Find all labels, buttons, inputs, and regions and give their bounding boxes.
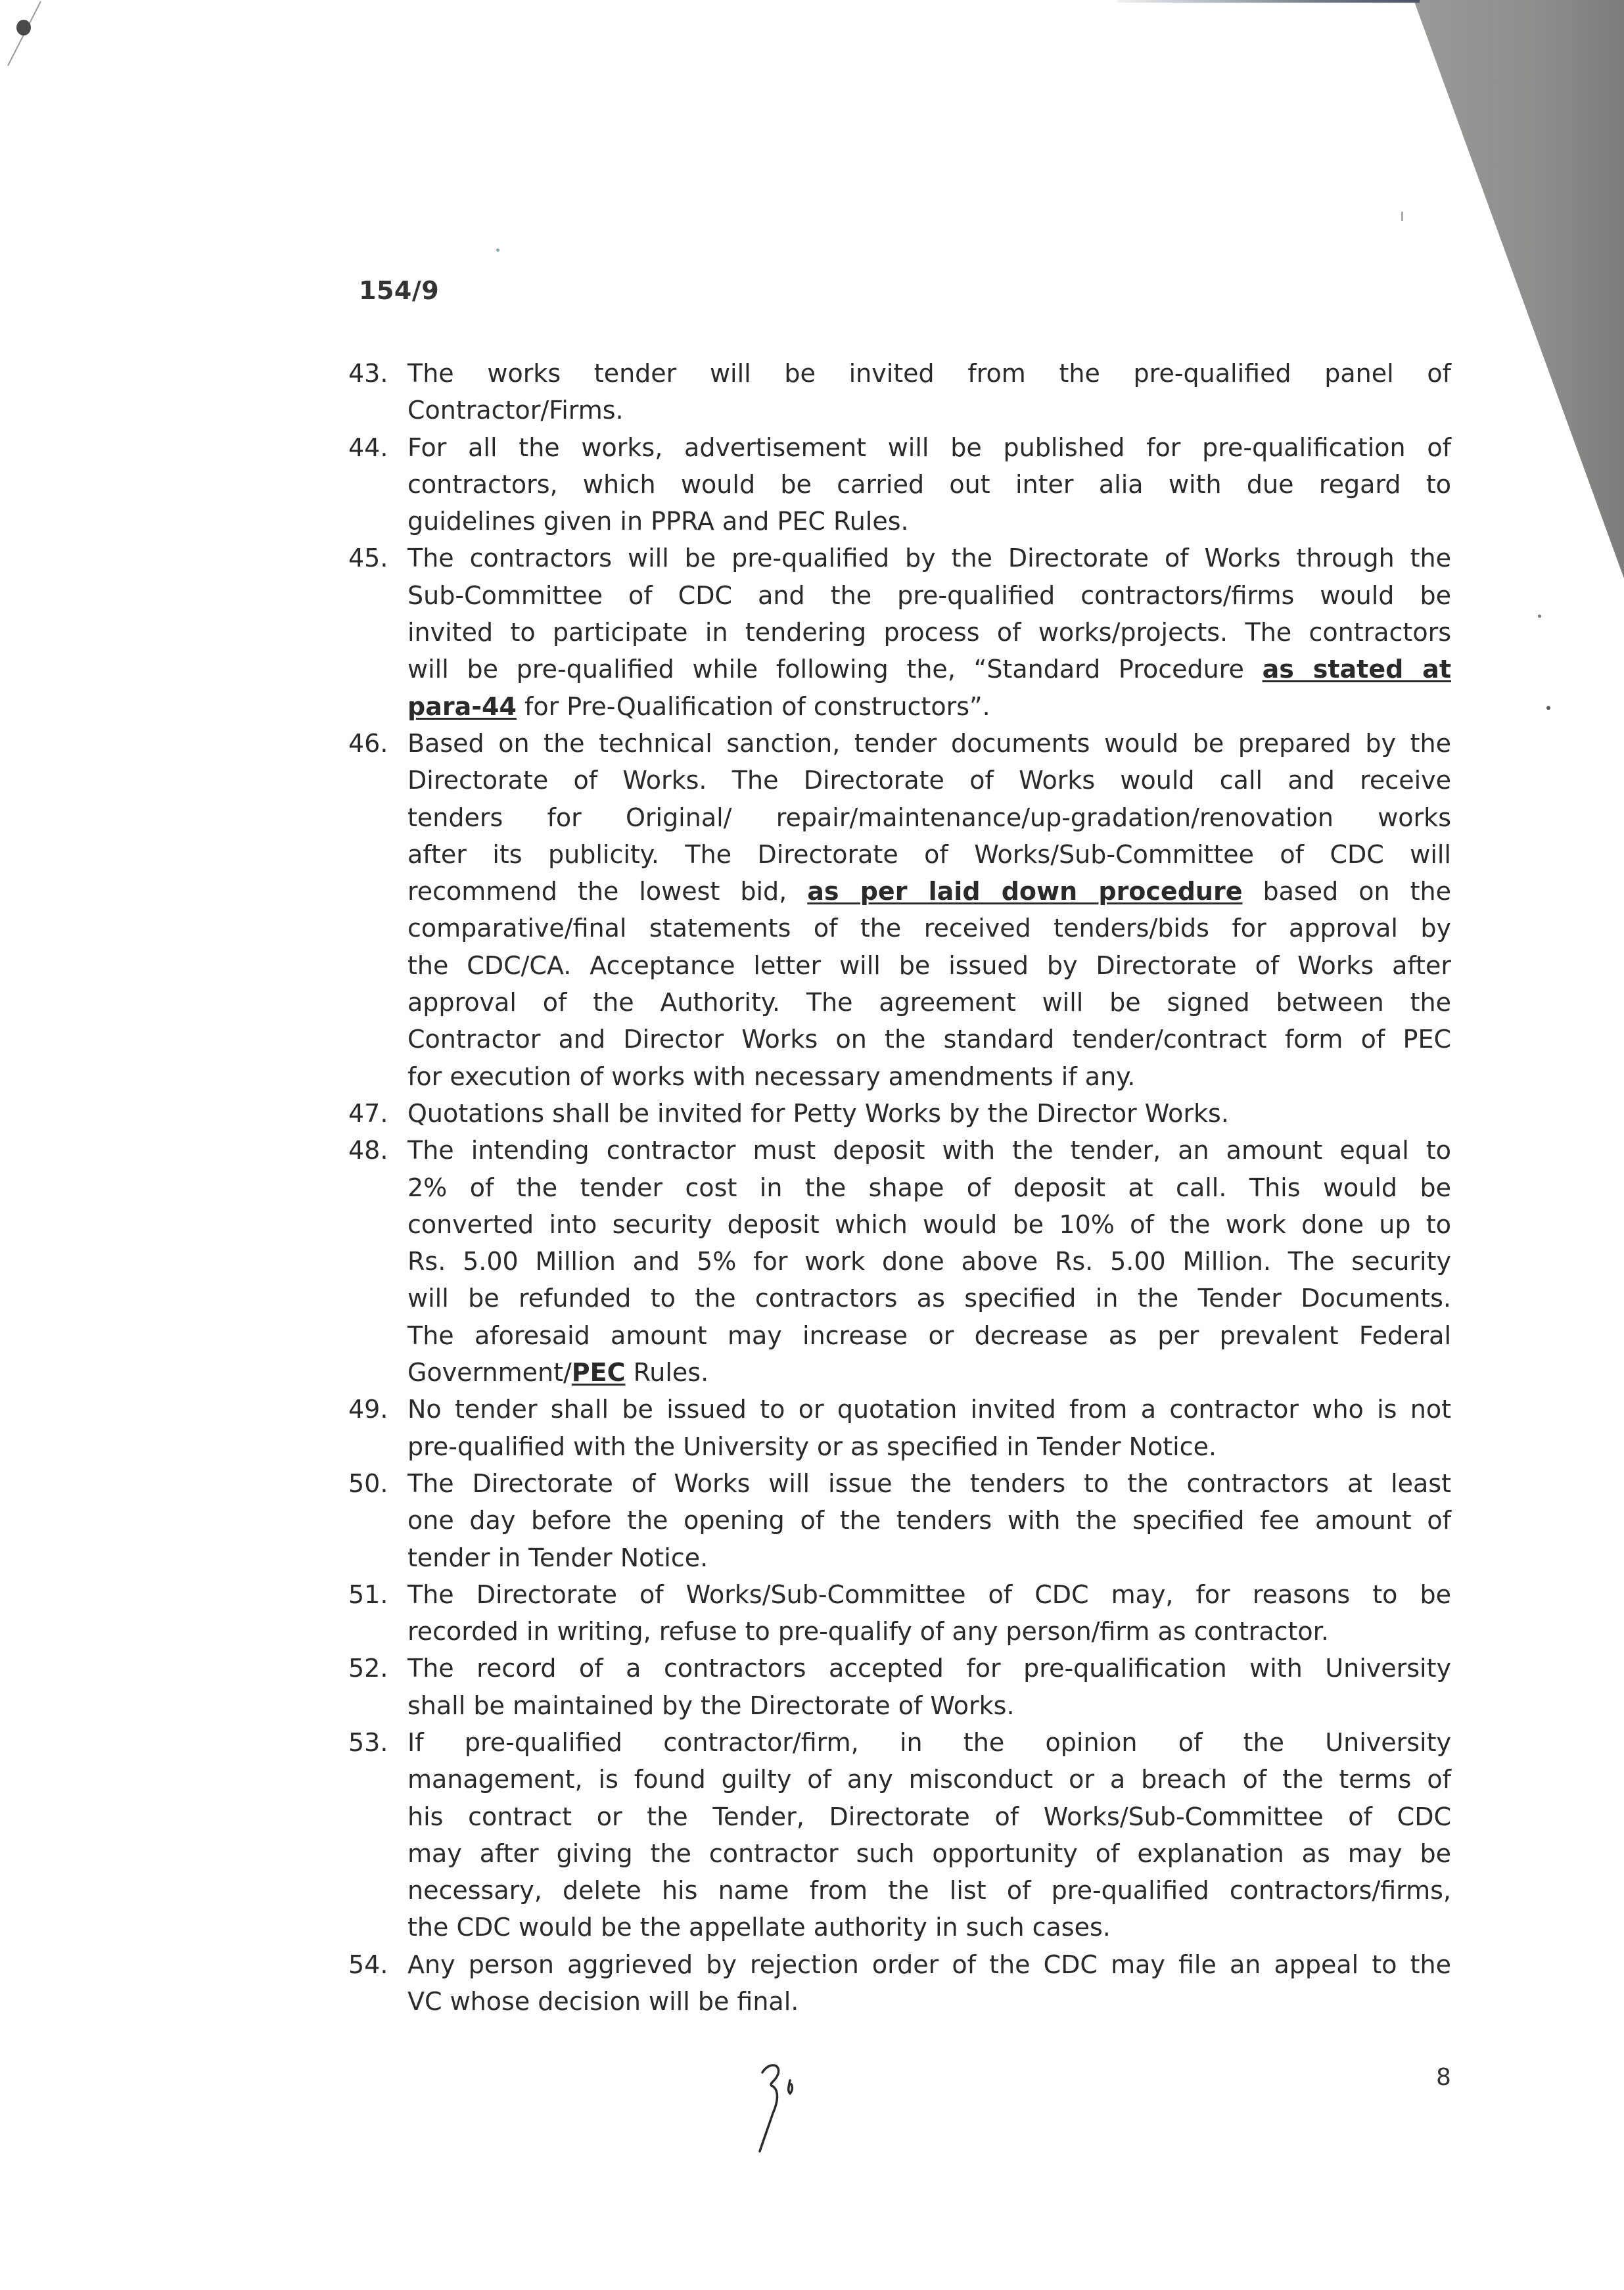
clause-number: 52.	[348, 1654, 388, 1683]
clause-line	[407, 1169, 1451, 1206]
clause-line	[407, 947, 1451, 984]
text-segment: If pre-qualified contractor/firm, in the opinion of the University	[407, 1727, 1451, 1757]
clause-line	[407, 355, 1451, 392]
text-segment: one day before the opening of the tenders with the specified fee amount of	[407, 1506, 1451, 1535]
text-segment: his contract or the Tender, Directorate of Works/Sub-Committee of CDC	[407, 1802, 1451, 1831]
clause-line	[407, 503, 1451, 540]
clause-text	[407, 540, 1451, 724]
text-segment: Quotations shall be invited for Petty Works by the Director Works.	[407, 1098, 1229, 1128]
clause-item	[348, 1465, 1451, 1576]
clause-line	[407, 429, 1451, 466]
clause-number: 49.	[348, 1395, 388, 1424]
clause-line	[407, 1909, 1451, 1946]
clause-line	[407, 1983, 1451, 2020]
text-segment: tenders for Original/ repair/maintenance/up-gradation/renovation works	[407, 803, 1451, 832]
clause-line	[407, 1650, 1451, 1687]
clause-line	[407, 1613, 1451, 1650]
text-segment: comparative/final statements of the received tenders/bids for approval by	[407, 914, 1451, 943]
clause-text	[407, 725, 1451, 1095]
clause-line	[407, 1502, 1451, 1539]
clause-line	[407, 1206, 1451, 1243]
text-segment: will be pre-qualified while following the, “Standard Procedure	[407, 655, 1263, 684]
text-segment: Contractor/Firms.	[407, 396, 624, 425]
clause-line	[407, 1280, 1451, 1317]
text-segment: the CDC/CA. Acceptance letter will be issued by Directorate of Works after	[407, 950, 1451, 980]
text-segment: guidelines given in PPRA and PEC Rules.	[407, 507, 909, 536]
clause-item	[348, 1095, 1451, 1132]
document-reference-number: 154/9	[359, 276, 440, 305]
clause-text	[407, 1724, 1451, 1946]
clause-text	[407, 355, 1451, 429]
clause-number: 43.	[348, 359, 388, 388]
clause-number: 54.	[348, 1950, 388, 1979]
text-segment: The works tender will be invited from the pre-qualified panel of	[407, 359, 1451, 388]
text-segment: Contractor and Director Works on the standard tender/contract form of PEC	[407, 1025, 1451, 1054]
clause-number: 47.	[348, 1098, 388, 1128]
clause-line	[407, 1021, 1451, 1058]
emphasized-underlined-text: as stated at	[1262, 655, 1451, 684]
text-segment: Government/	[407, 1358, 572, 1388]
text-segment: will be refunded to the contractors as specified in the Tender Documents.	[407, 1284, 1451, 1313]
text-segment: Sub-Committee of CDC and the pre-qualified contractors/firms would be	[407, 580, 1451, 610]
text-segment: Rules.	[625, 1358, 709, 1388]
text-segment: The Directorate of Works will issue the tenders to the contractors at least	[407, 1468, 1451, 1498]
scan-speck	[1538, 615, 1541, 618]
clause-line	[407, 1798, 1451, 1835]
clause-line	[407, 1687, 1451, 1724]
clause-line	[407, 1058, 1451, 1095]
clause-line	[407, 466, 1451, 503]
text-segment: for execution of works with necessary amendments if any.	[407, 1062, 1136, 1091]
clause-item	[348, 1946, 1451, 2021]
clause-line	[407, 1354, 1451, 1391]
scan-top-edge	[1117, 0, 1420, 3]
clause-line	[407, 688, 1451, 725]
clause-number: 44.	[348, 432, 388, 462]
clause-number: 51.	[348, 1579, 388, 1609]
clause-line	[407, 1317, 1451, 1354]
text-segment: 2% of the tender cost in the shape of deposit at call. This would be	[407, 1173, 1451, 1202]
text-segment: Rs. 5.00 Million and 5% for work done above Rs. 5.00 Million. The security	[407, 1247, 1451, 1276]
clause-item	[348, 355, 1451, 429]
clause-line	[407, 725, 1451, 762]
clause-text	[407, 1650, 1451, 1724]
scan-speck	[1546, 706, 1550, 710]
text-segment: Any person aggrieved by rejection order of the CDC may file an appeal to the	[407, 1950, 1451, 1979]
text-segment: Directorate of Works. The Directorate of Works would call and receive	[407, 766, 1451, 795]
clause-line	[407, 614, 1451, 651]
clause-number: 45.	[348, 544, 388, 573]
clause-number: 53.	[348, 1727, 388, 1757]
clause-line	[407, 1243, 1451, 1280]
clause-line	[407, 873, 1451, 910]
clause-line	[407, 1132, 1451, 1169]
clause-line	[407, 540, 1451, 576]
emphasized-underlined-text: PEC	[571, 1358, 626, 1388]
text-segment: recorded in writing, refuse to pre-qualify of any person/firm as contractor.	[407, 1617, 1329, 1647]
clause-item	[348, 1132, 1451, 1391]
text-segment: based on the	[1242, 877, 1451, 906]
clause-item	[348, 1650, 1451, 1724]
clause-text	[407, 1095, 1451, 1132]
text-segment: contractors, which would be carried out inter alia with due regard to	[407, 469, 1451, 499]
clause-line	[407, 984, 1451, 1021]
clause-text	[407, 1132, 1451, 1391]
clause-line	[407, 1576, 1451, 1613]
text-segment: may after giving the contractor such opportunity of explanation as may be	[407, 1838, 1451, 1868]
text-segment: tender in Tender Notice.	[407, 1543, 708, 1572]
text-segment: The record of a contractors accepted for pre-qualification with University	[407, 1654, 1451, 1683]
text-segment: For all the works, advertisement will be published for pre-qualification of	[407, 432, 1451, 462]
clause-line	[407, 577, 1451, 614]
text-segment: approval of the Authority. The agreement will be signed between the	[407, 988, 1451, 1017]
clause-line	[407, 1872, 1451, 1909]
clause-item	[348, 1724, 1451, 1946]
clause-text	[407, 1946, 1451, 2021]
text-segment: for Pre-Qualification of constructors”.	[516, 691, 990, 721]
clause-line	[407, 910, 1451, 946]
text-segment: Based on the technical sanction, tender documents would be prepared by the	[407, 728, 1451, 758]
text-segment: management, is found guilty of any misconduct or a breach of the terms of	[407, 1765, 1451, 1794]
clause-line	[407, 1428, 1451, 1465]
text-segment: The contractors will be pre-qualified by the Directorate of Works through the	[407, 544, 1451, 573]
clause-line	[407, 1095, 1451, 1132]
staple-mark	[3, 0, 42, 72]
clause-text	[407, 1576, 1451, 1650]
clause-item	[348, 1391, 1451, 1465]
text-segment: the CDC would be the appellate authority in such cases.	[407, 1913, 1111, 1942]
text-segment: pre-qualified with the University or as specified in Tender Notice.	[407, 1432, 1217, 1461]
clause-line	[407, 1724, 1451, 1761]
clause-text	[407, 1465, 1451, 1576]
page-number: 8	[1436, 2064, 1451, 2091]
clause-line	[407, 1465, 1451, 1502]
text-segment: shall be maintained by the Directorate of Works.	[407, 1691, 1015, 1720]
clause-item	[348, 725, 1451, 1095]
clause-line	[407, 1761, 1451, 1798]
clause-number: 50.	[348, 1468, 388, 1498]
clause-line	[407, 762, 1451, 799]
text-segment: No tender shall be issued to or quotation invited from a contractor who is not	[407, 1395, 1451, 1424]
text-segment: after its publicity. The Directorate of Works/Sub-Committee of CDC will	[407, 839, 1451, 869]
numbered-clauses-list	[348, 355, 1451, 2020]
clause-line	[407, 1391, 1451, 1428]
clause-line	[407, 1946, 1451, 1983]
text-segment: recommend the lowest bid,	[407, 877, 808, 906]
text-segment: The intending contractor must deposit with the tender, an amount equal to	[407, 1136, 1451, 1165]
clause-item	[348, 540, 1451, 724]
clause-line	[407, 799, 1451, 836]
clause-number: 48.	[348, 1136, 388, 1165]
clause-item	[348, 429, 1451, 540]
text-segment: The Directorate of Works/Sub-Committee of CDC may, for reasons to be	[407, 1579, 1451, 1609]
scan-speck	[496, 248, 499, 252]
clause-number: 46.	[348, 728, 388, 758]
emphasized-underlined-text: as per laid down procedure	[807, 877, 1243, 906]
clause-text	[407, 429, 1451, 540]
text-segment: invited to participate in tendering process of works/projects. The contractors	[407, 618, 1451, 647]
clause-line	[407, 651, 1451, 688]
clause-line	[407, 392, 1451, 429]
clause-line	[407, 836, 1451, 873]
clause-item	[348, 1576, 1451, 1650]
clause-line	[407, 1539, 1451, 1576]
clause-text	[407, 1391, 1451, 1465]
handwritten-initials-signature	[749, 2047, 808, 2153]
emphasized-underlined-text: para-44	[407, 691, 517, 721]
clause-line	[407, 1835, 1451, 1872]
text-segment: necessary, delete his name from the list of pre-qualified contractors/firms,	[407, 1876, 1451, 1905]
text-segment: converted into security deposit which would be 10% of the work done up to	[407, 1209, 1451, 1239]
text-segment: VC whose decision will be final.	[407, 1987, 799, 2017]
text-segment: The aforesaid amount may increase or decrease as per prevalent Federal	[407, 1320, 1451, 1350]
scan-speck	[1401, 212, 1403, 221]
